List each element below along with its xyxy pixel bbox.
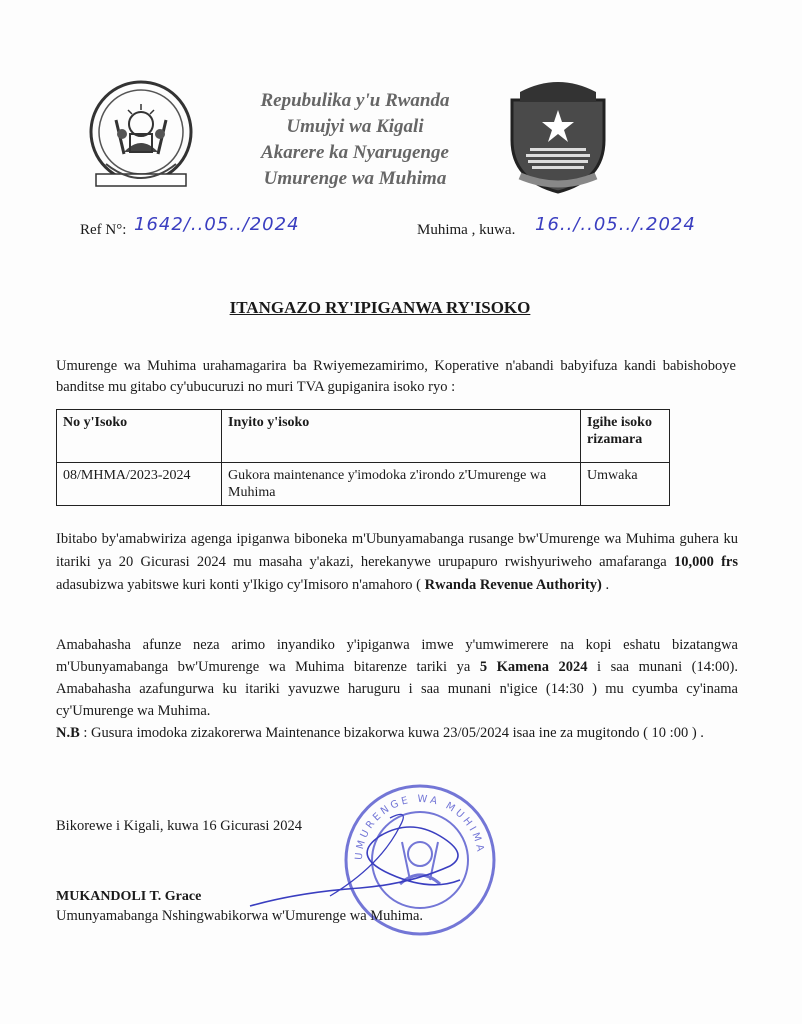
cell-number: 08/MHMA/2023-2024 <box>57 463 222 506</box>
header-republic: Repubulika y'u Rwanda <box>260 90 450 111</box>
para2-text-a: Amabahasha afunze neza arimo inyandiko y'ipiganwa imwe y'umwimerere na kopi eshatu bizatangwa m'Ubunyamabanga bw'Umurenge wa Muhima bitarenze tariki ya <box>56 637 738 675</box>
para1-text-e: . <box>601 577 610 593</box>
stamp-ring-text: UMURENGE WA MUHIMA <box>353 793 486 861</box>
cell-title: Gukora maintenance y'imodoka z'irondo z'Umurenge wa Muhima <box>222 463 581 506</box>
col-header-title: Inyito y'isoko <box>222 410 581 463</box>
header-city: Umujyi wa Kigali <box>286 116 424 137</box>
rwanda-coat-of-arms <box>86 74 196 198</box>
table-row <box>57 463 670 506</box>
para1-text-a: Ibitabo by'amabwiriza agenga ipiganwa biboneka m'Ubunyamabanga rusange bw'Umurenge wa Muhima guhera ku itariki ya 20 Gicurasi 2024 mu masaha y'akazi, herekanywe urupapuro rwishyuriweho amafaranga <box>56 531 738 570</box>
nb-label: N.B <box>56 725 80 741</box>
document-title: ITANGAZO RY'IPIGANWA RY'ISOKO <box>229 298 531 317</box>
tender-table <box>56 409 670 506</box>
table-header-row <box>57 410 670 463</box>
signer-name: MUKANDOLI T. Grace <box>56 889 202 904</box>
para2-text-c: i saa munani (14:00). Amabahasha azafungurwa ku itariki yavuzwe haruguru i saa munani n'igice (14:30 ) mu cyumba cy'inama cy'Umurenge wa Muhima. <box>56 659 738 719</box>
nb-text: : Gusura imodoka zizakorerwa Maintenance bizakorwa kuwa 23/05/2024 isaa ine za mugitondo ( 10 :00 ) . <box>79 725 704 741</box>
signer-title: Umunyamabanga Nshingwabikorwa w'Umurenge wa Muhima. <box>56 908 424 924</box>
header-district: Akarere ka Nyarugenge <box>261 142 449 163</box>
closing-line: Bikorewe i Kigali, kuwa 16 Gicurasi 2024 <box>56 818 303 834</box>
cell-duration: Umwaka <box>581 463 670 506</box>
col-header-duration: Igihe isoko rizamara <box>581 410 670 463</box>
para2-deadline: 5 Kamena 2024 <box>479 659 588 675</box>
nota-bene <box>56 722 738 744</box>
para1-rra: Rwanda Revenue Authority) <box>424 577 602 593</box>
ref-date: 16../..05../.2024 <box>535 214 696 235</box>
intro-paragraph: Umurenge wa Muhima urahamagarira ba Rwiyemezamirimo, Koperative n'abandi babyifuza kandi babishoboye banditse mu gitabo cy'ubucuruzi no muri TVA gupiganira isoko ryo : <box>56 358 736 395</box>
paragraph-documents <box>56 528 738 597</box>
para1-fee: 10,000 frs <box>673 554 738 570</box>
col-header-number: No y'Isoko <box>57 410 222 463</box>
para1-text-c: adasubizwa yabitswe kuri konti y'Ikigo cy'Imisoro n'amahoro ( <box>56 577 425 593</box>
paragraph-submission <box>56 634 738 722</box>
kigali-city-emblem <box>498 70 618 196</box>
ref-number: 1642/..05../2024 <box>134 214 300 235</box>
header-sector: Umurenge wa Muhima <box>263 168 447 189</box>
ref-label: Ref N°: <box>80 222 127 238</box>
place-label: Muhima , kuwa. <box>417 222 516 238</box>
